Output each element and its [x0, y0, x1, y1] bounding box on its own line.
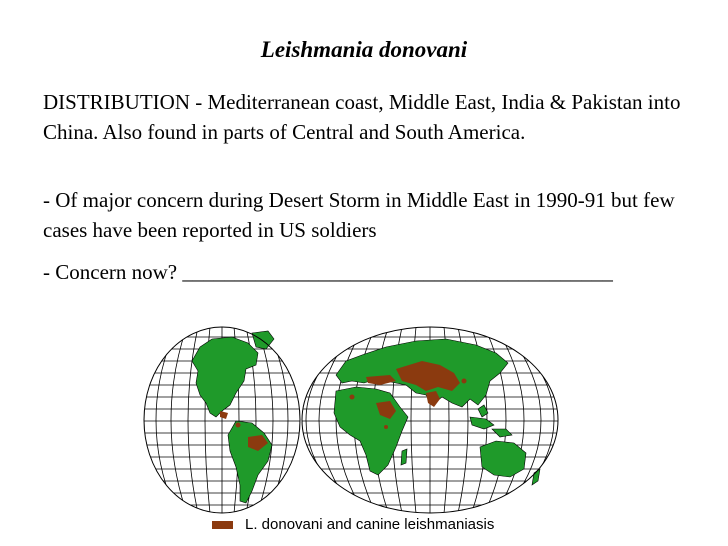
bullet-text: Of major concern during Desert Storm in Middle East in 1990-91 but few cases have been reported in US soldiers — [43, 188, 675, 242]
map-legend — [212, 516, 494, 534]
page-title: Leishmania donovani — [260, 37, 468, 62]
legend-swatch — [212, 521, 233, 529]
endemic-spot — [350, 395, 355, 400]
bullet-marker: - — [43, 188, 50, 212]
bullet-concern-now — [43, 257, 703, 287]
world-distribution-map — [140, 325, 560, 515]
endemic-spot — [236, 423, 241, 428]
bullet-desert-storm — [43, 185, 703, 245]
bullet-marker: - — [43, 260, 50, 284]
distribution-paragraph: DISTRIBUTION - Mediterranean coast, Middle East, India & Pakistan into China. Also found in parts of Central and South America. — [43, 90, 681, 144]
bullet-text: Concern now? _________________________________________ — [50, 260, 613, 284]
endemic-spot — [462, 379, 467, 384]
map-lobe-eastern — [300, 327, 560, 513]
map-lobe-americas — [140, 327, 310, 513]
madagascar — [401, 449, 407, 465]
endemic-spot — [384, 425, 388, 429]
legend-label: L. donovani and canine leishmaniasis — [245, 516, 495, 533]
